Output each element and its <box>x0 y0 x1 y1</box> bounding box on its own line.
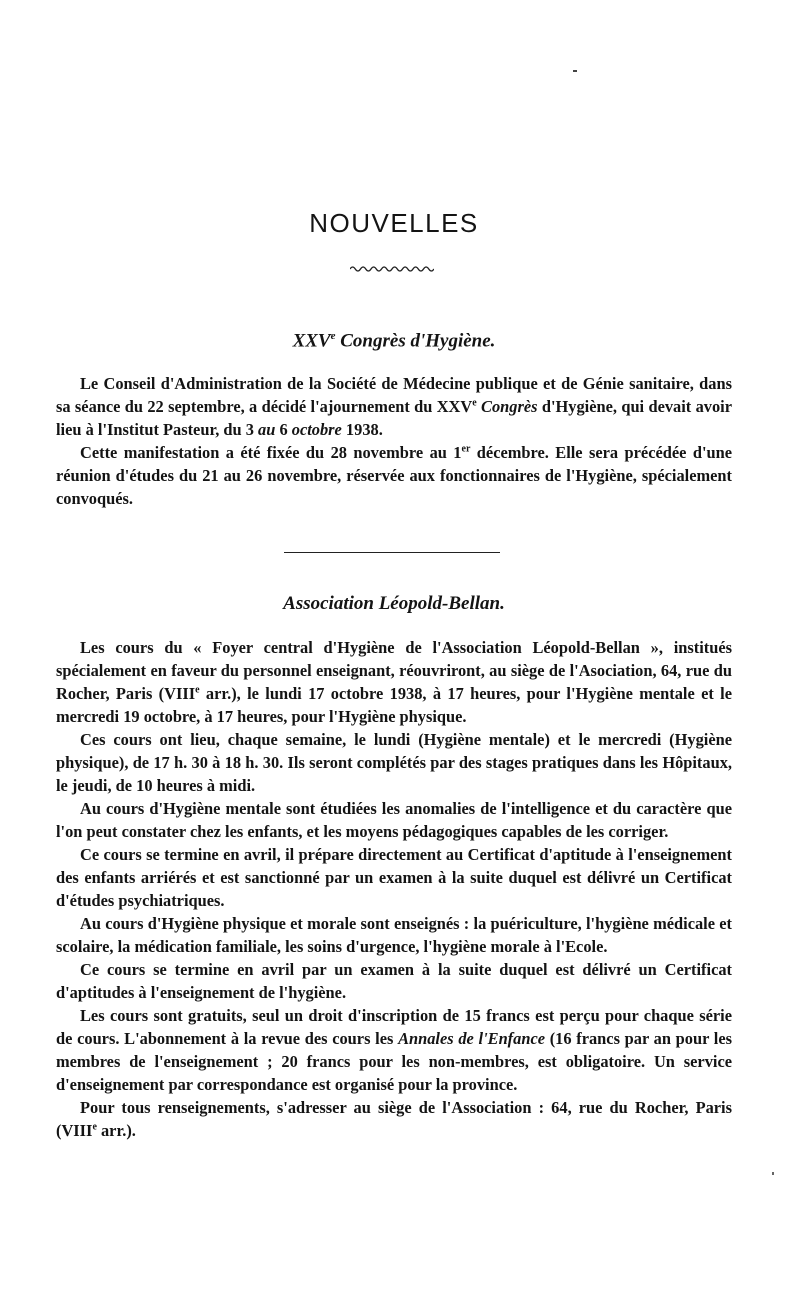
superscript: e <box>195 684 200 696</box>
paragraph: Ce cours se termine en avril, il prépare directement au Certificat d'aptitude à l'enseignement des enfants arriérés et est sanctionné par un examen à la suite duquel est délivré un Certificat d'études psychiatriques. <box>56 845 732 910</box>
superscript: e <box>472 397 477 409</box>
wavy-ornament-icon <box>350 264 434 274</box>
paragraph: Ces cours ont lieu, chaque semaine, le lundi (Hygiène mentale) et le mercredi (Hygiène physique), de 17 h. 30 à 18 h. 30. Ils seront complétés par des stages pratiques dans les Hôpitaux, le jeudi, de 10 heures à midi. <box>56 730 732 795</box>
section-body-congres <box>56 372 732 510</box>
superscript: e <box>92 1121 97 1133</box>
section-title-rest: Congrès d'Hygiène. <box>335 330 496 352</box>
paragraph <box>56 1004 732 1096</box>
paragraph: Au cours d'Hygiène physique et morale sont enseignés : la puériculture, l'hygiène médicale et scolaire, la médication familiale, les soins d'urgence, l'hygiène morale à l'Ecole. <box>56 914 732 956</box>
text-run: Le Conseil d'Administration de la Société de Médecine publique et de Génie sanitaire, dans sa séance du 22 septembre, a décidé l'ajournement du XXV <box>56 374 732 416</box>
paragraph: Ce cours se termine en avril par un examen à la suite duquel est délivré un Certificat d'aptitudes à l'enseignement de l'hygiène. <box>56 960 732 1002</box>
text-run: décembre. Elle sera précédée d'une réunion d'études du 21 au 26 novembre, réservée aux fonctionnaires de l'Hygiène, spécialement convoqués. <box>56 443 732 508</box>
page-title: NOUVELLES <box>309 208 479 238</box>
italic-run: Congrès <box>476 397 538 416</box>
italic-run: octobre <box>291 420 342 439</box>
text-run: Les cours du « Foyer central d'Hygiène de l'Association Léopold-Bellan », institués spécialement en faveur du personnel enseignant, réouvriront, au siège de l'Asociation, 64, rue du Rocher, Paris (VIII <box>56 638 732 703</box>
paragraph <box>56 372 732 441</box>
text-run: 1938. <box>341 420 383 439</box>
stray-mark <box>772 1172 774 1175</box>
paragraph <box>56 636 732 728</box>
section-title-prefix: XXV <box>292 330 331 352</box>
text-run: d'Hygiène, qui devait avoir lieu à l'Institut Pasteur, du 3 <box>56 397 733 439</box>
section-title-sup: e <box>330 330 336 342</box>
paragraph: Au cours d'Hygiène mentale sont étudiées les anomalies de l'intelligence et du caractère que l'on peut constater chez les enfants, et les moyens pédagogiques capables de les corriger. <box>56 799 732 841</box>
text-run: 6 <box>275 420 292 439</box>
superscript: er <box>461 443 471 455</box>
paragraph <box>56 1096 732 1142</box>
italic-run: Annales de l'Enfance <box>398 1029 545 1048</box>
text-run: Pour tous renseignements, s'adresser au siège de l'Association : 64, rue du Rocher, Paris (VIII <box>56 1098 732 1140</box>
section-divider <box>284 552 500 553</box>
section-body-association <box>56 636 732 1142</box>
section-title-association: Association Léopold-Bellan. <box>283 593 505 614</box>
text-run: (16 francs par an pour les membres de l'enseignement ; 20 francs pour les non-membres, est obligatoire. Un service d'enseignement par correspondance est organisé pour la province. <box>56 1029 732 1094</box>
text-run: Cette manifestation a été fixée du 28 novembre au 1 <box>80 443 462 462</box>
text-run: arr.), le lundi 17 octobre 1938, à 17 heures, pour l'Hygiène mentale et le mercredi 19 octobre, à 17 heures, pour l'Hygiène physique. <box>56 684 732 726</box>
stray-mark <box>573 70 577 72</box>
paragraph <box>56 441 732 510</box>
section-title-congres <box>56 330 732 352</box>
text-run: arr.). <box>96 1121 136 1140</box>
italic-run: au <box>258 420 276 439</box>
text-run: Les cours sont gratuits, seul un droit d'inscription de 15 francs est perçu pour chaque série de cours. L'abonnement à la revue des cours les <box>56 1006 732 1048</box>
